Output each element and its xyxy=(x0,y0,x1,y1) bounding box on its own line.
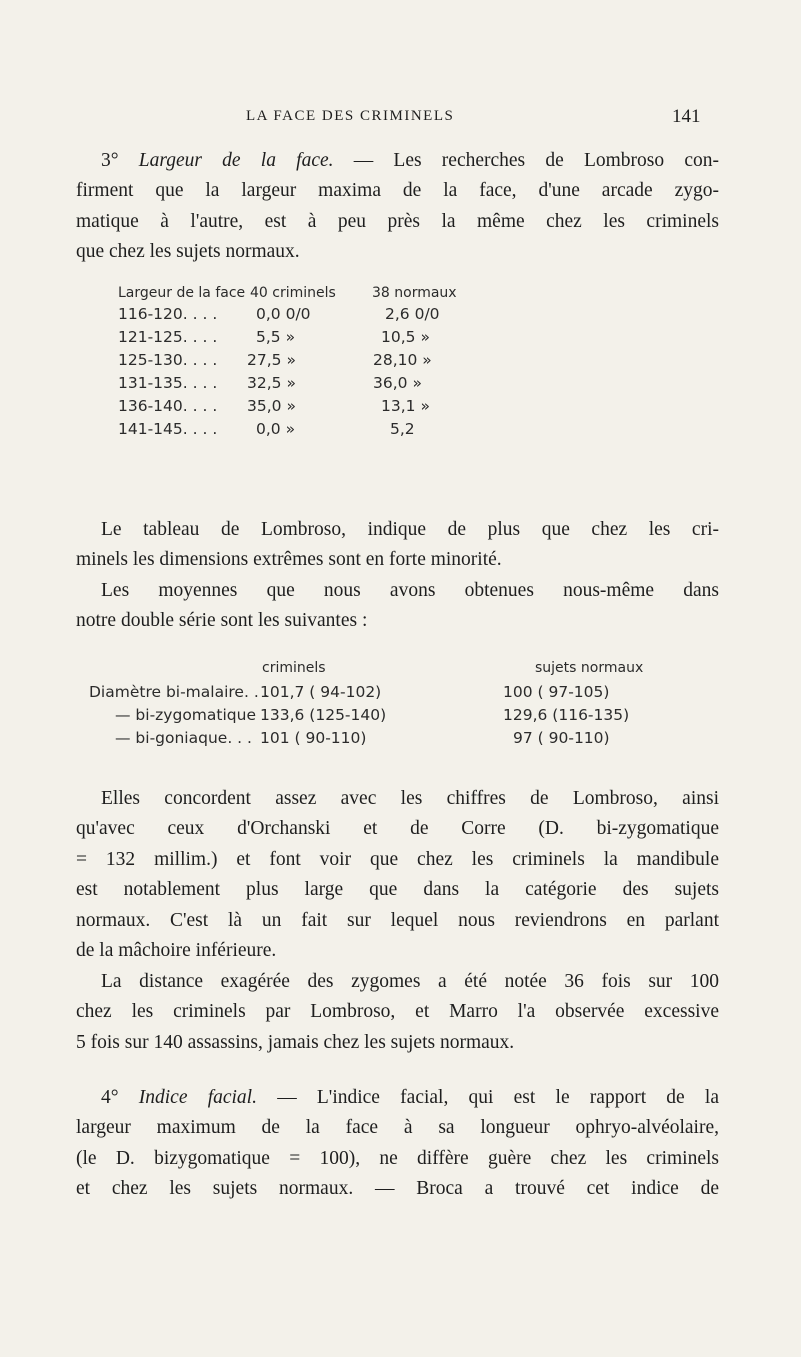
table2-header-normaux: sujets normaux xyxy=(535,660,644,676)
table-row-criminels: 0,0 0/0 xyxy=(256,305,311,323)
table-row-normaux: 2,6 0/0 xyxy=(385,305,440,323)
page-number: 141 xyxy=(672,106,701,127)
paragraph-concordance xyxy=(76,784,719,966)
paragraph-2-line-1: Le tableau de Lombroso, indique de plus que chez les cri- xyxy=(101,519,719,540)
paragraph-3-line-2: qu'avec ceux d'Orchanski et de Corre (D. bi-zygomatique xyxy=(76,818,719,840)
table-row-normaux: 13,1 » xyxy=(381,397,430,415)
paragraph-3-line-3: = 132 millim.) et font voir que chez les criminels la mandibule xyxy=(76,848,719,870)
running-title: LA FACE DES CRIMINELS xyxy=(246,108,455,124)
section-3-title: Largeur de la face. xyxy=(138,150,334,171)
table-row-range: 125-130. . . . xyxy=(118,351,218,369)
section-4-title: Indice facial. xyxy=(138,1087,257,1108)
paragraph-3-line-6: de la mâchoire inférieure. xyxy=(76,940,277,962)
section-4-line-3: (le D. bizygomatique = 100), ne diffère guère chez les criminels xyxy=(76,1147,719,1169)
table-row-range: 141-145. . . . xyxy=(118,420,218,438)
paragraph-4-line-2: chez les criminels par Lombroso, et Marro l'a observée excessive xyxy=(76,1001,719,1023)
section-4-line-1: 4° Indice facial. — L'indice facial, qui est le rapport de la xyxy=(101,1087,719,1108)
table-row-normaux: 10,5 » xyxy=(381,328,430,346)
section-4-line-2: largeur maximum de la face à sa longueur ophryo-alvéolaire, xyxy=(76,1117,719,1139)
table-row-normaux: 97 ( 90-110) xyxy=(513,729,610,747)
table-row-criminels: 101,7 ( 94-102) xyxy=(260,683,382,701)
table-row-criminels: 5,5 » xyxy=(256,328,296,346)
table-row-normaux: 36,0 » xyxy=(373,374,422,392)
section-3-line-1: 3° Largeur de la face. — Les recherches de Lombroso con- xyxy=(101,150,719,171)
table-row-normaux: 5,2 xyxy=(390,420,415,438)
paragraph-zygomes xyxy=(76,967,719,1058)
table1-header-criminels: 40 criminels xyxy=(250,285,336,301)
section-3-line-3: matique à l'autre, est à peu près la même chez les criminels xyxy=(76,210,719,232)
section-4-line-4: et chez les sujets normaux. — Broca a trouvé cet indice de xyxy=(76,1178,719,1200)
table2-header-criminels: criminels xyxy=(262,660,326,676)
table-row-label: — bi-goniaque. . . xyxy=(115,729,252,747)
paragraph-4-line-3: 5 fois sur 140 assassins, jamais chez les sujets normaux. xyxy=(76,1031,515,1053)
table-row-criminels: 32,5 » xyxy=(247,374,296,392)
table-row-label: Diamètre bi-malaire. . . xyxy=(89,683,269,701)
table-row-range: 131-135. . . . xyxy=(118,374,218,392)
section-3-paragraph xyxy=(76,146,719,268)
table1-header-range: Largeur de la face xyxy=(118,285,246,301)
table-row-criminels: 133,6 (125-140) xyxy=(260,706,387,724)
table-row-range: 136-140. . . . xyxy=(118,397,218,415)
paragraph-3-line-5: normaux. C'est là un fait sur lequel nous reviendrons en parlant xyxy=(76,909,719,931)
table-row-normaux: 28,10 » xyxy=(373,351,432,369)
table-row-criminels: 35,0 » xyxy=(247,397,296,415)
table-row-criminels: 27,5 » xyxy=(247,351,296,369)
section-3-line-4: que chez les sujets normaux. xyxy=(76,241,300,263)
paragraph-2-line-3: Les moyennes que nous avons obtenues nous-même dans xyxy=(101,579,719,601)
running-head xyxy=(0,106,801,132)
table-row-normaux: 129,6 (116-135) xyxy=(503,706,630,724)
paragraph-2-line-2: minels les dimensions extrêmes sont en forte minorité. xyxy=(76,549,502,571)
paragraph-2-line-4: notre double série sont les suivantes : xyxy=(76,610,368,632)
table-row-range: 116-120. . . . xyxy=(118,305,218,323)
paragraph-3-line-1: Elles concordent assez avec les chiffres de Lombroso, ainsi xyxy=(101,788,719,809)
table-row-range: 121-125. . . . xyxy=(118,328,218,346)
table-row-criminels: 101 ( 90-110) xyxy=(260,729,367,747)
table1-header-normaux: 38 normaux xyxy=(372,285,457,301)
paragraph-3-line-4: est notablement plus large que dans la catégorie des sujets xyxy=(76,879,719,901)
section-3-line-2: firment que la largeur maxima de la face, d'une arcade zygo- xyxy=(76,180,719,202)
table-row-normaux: 100 ( 97-105) xyxy=(503,683,610,701)
paragraph-4-line-1: La distance exagérée des zygomes a été notée 36 fois sur 100 xyxy=(101,971,719,992)
paragraph-lombroso-table xyxy=(76,515,719,637)
table-row-label: — bi-zygomatique xyxy=(115,706,256,724)
table-row-criminels: 0,0 » xyxy=(256,420,296,438)
section-4-paragraph xyxy=(76,1083,719,1205)
